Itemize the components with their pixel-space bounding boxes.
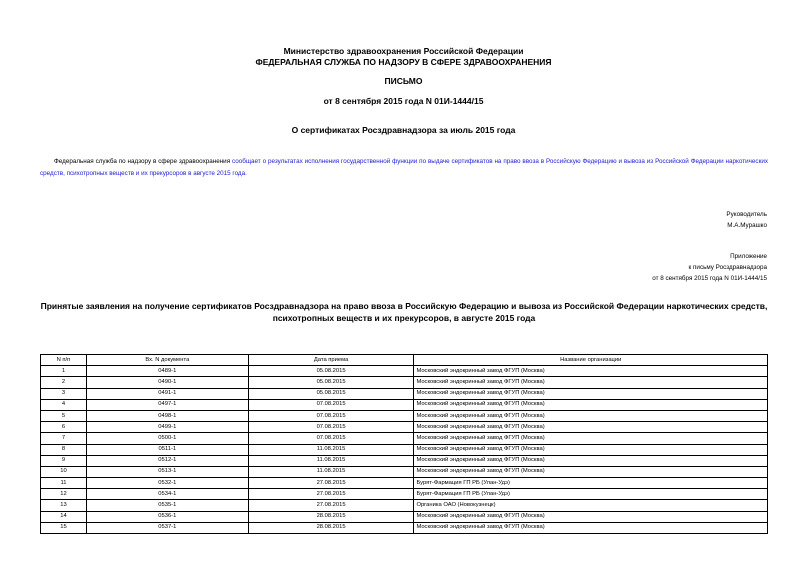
cell-organization: Бурят-Фармация ГП РБ (Улан-Удэ): [414, 489, 768, 500]
cell-organization: Московский эндокринный завод ФГУП (Москва): [414, 444, 768, 455]
cell-num: 4: [41, 399, 87, 410]
cell-organization: Московский эндокринный завод ФГУП (Москва): [414, 466, 768, 477]
table-header-row: [41, 355, 768, 366]
table-row: [41, 522, 768, 533]
cell-date: 11.08.2015: [248, 455, 414, 466]
cell-doc-number: 0497-1: [86, 399, 248, 410]
cell-num: 12: [41, 489, 87, 500]
cell-num: 6: [41, 422, 87, 433]
cell-num: 15: [41, 522, 87, 533]
header-num: N п/п: [41, 355, 87, 366]
cell-organization: Московский эндокринный завод ФГУП (Москва): [414, 422, 768, 433]
cell-num: 5: [41, 410, 87, 421]
cell-num: 8: [41, 444, 87, 455]
table-row: [41, 422, 768, 433]
table-row: [41, 388, 768, 399]
cell-organization: Московский эндокринный завод ФГУП (Москва): [414, 366, 768, 377]
appendix-ref: к письму Росздравнадзора: [688, 264, 767, 271]
table-row: [41, 466, 768, 477]
cell-num: 10: [41, 466, 87, 477]
header-organization: Название организации: [414, 355, 768, 366]
letter-body: [40, 156, 768, 180]
cell-doc-number: 0513-1: [86, 466, 248, 477]
cell-date: 05.08.2015: [248, 366, 414, 377]
header-doc-number: Вх. N документа: [86, 355, 248, 366]
cell-date: 28.08.2015: [248, 522, 414, 533]
signature-position: Руководитель: [726, 211, 767, 218]
document-date: от 8 сентября 2015 года N 01И-1444/15: [323, 96, 484, 106]
table-row: [41, 410, 768, 421]
cell-num: 11: [41, 478, 87, 489]
cell-doc-number: 0536-1: [86, 511, 248, 522]
cell-organization: Московский эндокринный завод ФГУП (Москва): [414, 410, 768, 421]
table-row: [41, 444, 768, 455]
cell-doc-number: 0535-1: [86, 500, 248, 511]
cell-doc-number: 0511-1: [86, 444, 248, 455]
cell-date: 11.08.2015: [248, 466, 414, 477]
applications-table: [40, 354, 768, 534]
cell-doc-number: 0489-1: [86, 366, 248, 377]
table-row: [41, 511, 768, 522]
ministry-name: Министерство здравоохранения Российской Федерации: [283, 46, 524, 56]
cell-num: 9: [41, 455, 87, 466]
cell-organization: Московский эндокринный завод ФГУП (Москва): [414, 522, 768, 533]
table-row: [41, 399, 768, 410]
cell-organization: Московский эндокринный завод ФГУП (Москва): [414, 377, 768, 388]
cell-doc-number: 0534-1: [86, 489, 248, 500]
cell-doc-number: 0500-1: [86, 433, 248, 444]
cell-organization: Органика ОАО (Новокузнецк): [414, 500, 768, 511]
body-text: Федеральная служба по надзору в сфере здравоохранения: [54, 158, 231, 165]
cell-doc-number: 0498-1: [86, 410, 248, 421]
cell-organization: Московский эндокринный завод ФГУП (Москва): [414, 455, 768, 466]
cell-date: 27.08.2015: [248, 478, 414, 489]
appendix-label: Приложение: [730, 253, 767, 260]
table-row: [41, 433, 768, 444]
cell-organization: Московский эндокринный завод ФГУП (Москва): [414, 511, 768, 522]
document-type: ПИСЬМО: [384, 76, 423, 86]
cell-date: 27.08.2015: [248, 500, 414, 511]
cell-doc-number: 0512-1: [86, 455, 248, 466]
cell-organization: Московский эндокринный завод ФГУП (Москва): [414, 399, 768, 410]
cell-date: 11.08.2015: [248, 444, 414, 455]
table-body: [41, 366, 768, 534]
cell-doc-number: 0499-1: [86, 422, 248, 433]
cell-date: 28.08.2015: [248, 511, 414, 522]
appendix-date: от 8 сентября 2015 года N 01И-1444/15: [652, 275, 767, 282]
cell-date: 07.08.2015: [248, 433, 414, 444]
cell-organization: Бурят-Фармация ГП РБ (Улан-Удэ): [414, 478, 768, 489]
cell-date: 05.08.2015: [248, 377, 414, 388]
cell-num: 1: [41, 366, 87, 377]
table-title: Принятые заявления на получение сертификатов Росздравнадзора на право ввоза в Российскую Федерацию и вывоза из Российской Федерации наркотических средств, психотропных веществ и их прекурсоров, в августе 2015 года: [40, 301, 768, 323]
signature-name: М.А.Мурашко: [727, 222, 767, 229]
header-date: Дата приема: [248, 355, 414, 366]
service-name: ФЕДЕРАЛЬНАЯ СЛУЖБА ПО НАДЗОРУ В СФЕРЕ ЗДРАВООХРАНЕНИЯ: [255, 57, 552, 67]
table-row: [41, 500, 768, 511]
cell-date: 05.08.2015: [248, 388, 414, 399]
table-row: [41, 489, 768, 500]
cell-date: 07.08.2015: [248, 410, 414, 421]
table-row: [41, 377, 768, 388]
cell-num: 7: [41, 433, 87, 444]
cell-date: 27.08.2015: [248, 489, 414, 500]
cell-num: 3: [41, 388, 87, 399]
cell-organization: Московский эндокринный завод ФГУП (Москва): [414, 433, 768, 444]
cell-doc-number: 0537-1: [86, 522, 248, 533]
table-row: [41, 366, 768, 377]
cell-doc-number: 0490-1: [86, 377, 248, 388]
cell-date: 07.08.2015: [248, 399, 414, 410]
cell-organization: Московский эндокринный завод ФГУП (Москва): [414, 388, 768, 399]
cell-doc-number: 0532-1: [86, 478, 248, 489]
table-row: [41, 455, 768, 466]
body-link[interactable]: сообщает о результатах исполнения государственной функции по выдаче сертификатов на право ввоза в Российскую Федерацию и вывоза из Российской Федерации наркотических средств, психотропных веществ и их прекурсоров в августе 2015 года.: [40, 158, 768, 177]
document-subject: О сертификатах Росздравнадзора за июль 2015 года: [291, 125, 516, 135]
cell-doc-number: 0491-1: [86, 388, 248, 399]
cell-num: 2: [41, 377, 87, 388]
cell-num: 14: [41, 511, 87, 522]
table-row: [41, 478, 768, 489]
cell-date: 07.08.2015: [248, 422, 414, 433]
cell-num: 13: [41, 500, 87, 511]
